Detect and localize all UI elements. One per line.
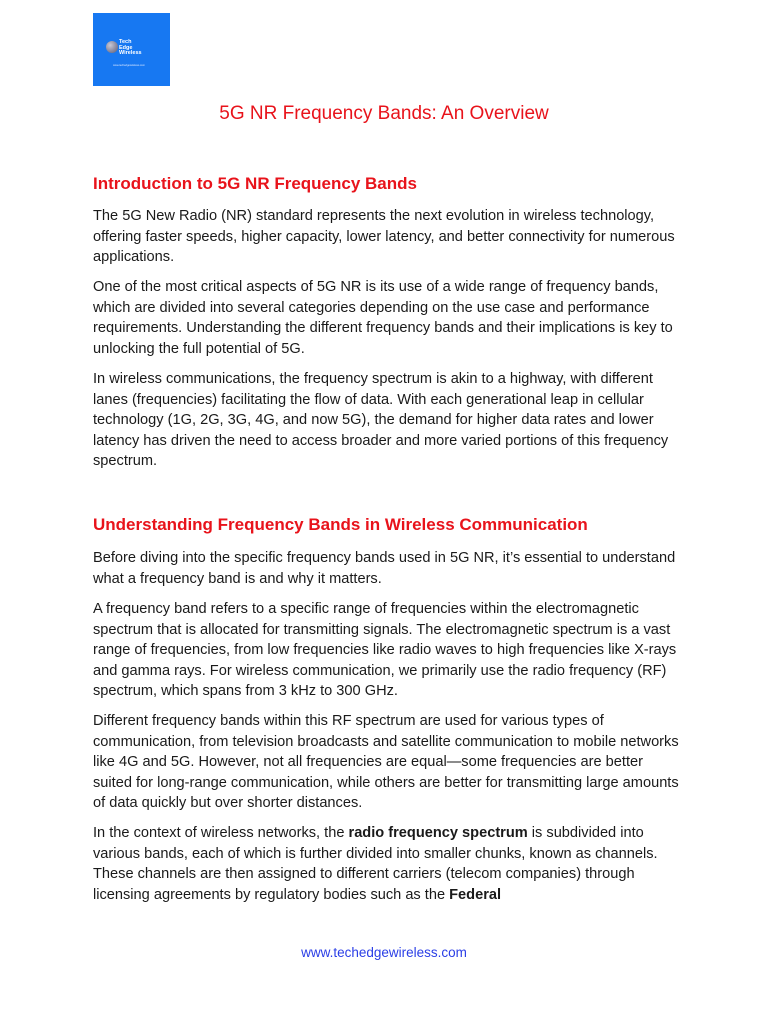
paragraph-text: In the context of wireless networks, the bbox=[93, 825, 349, 841]
paragraph: A frequency band refers to a specific range of frequencies within the electromagnetic spectrum that is allocated for transmitting signals. The electromagnetic spectrum is a vast range of frequencies, from low frequencies like radio waves to high frequencies like X-rays and gamma rays. For wireless communication, we primarily use the radio frequency (RF) spectrum, which spans from 3 kHz to 300 GHz. bbox=[93, 601, 677, 700]
paragraph: The 5G New Radio (NR) standard represents the next evolution in wireless technology, offering faster speeds, higher capacity, lower latency, and better connectivity for numerous applications. bbox=[93, 208, 675, 266]
paragraph: Before diving into the specific frequency bands used in 5G NR, it’s essential to understand what a frequency band is and why it matters. bbox=[93, 550, 676, 587]
section-heading-understanding-bands: Understanding Frequency Bands in Wireless Communication bbox=[93, 515, 588, 534]
brand-logo bbox=[93, 13, 170, 86]
document-title: 5G NR Frequency Bands: An Overview bbox=[219, 103, 549, 124]
paragraph: Different frequency bands within this RF spectrum are used for various types of communication, from television broadcasts and satellite communication to mobile networks like 4G and 5G. However, not all frequencies are equal—some frequencies are better suited for long-range communication, while others are better for transmitting large amounts of data quickly but over shorter distances. bbox=[93, 713, 679, 812]
paragraph: In wireless communications, the frequency spectrum is akin to a highway, with different lanes (frequencies) facilitating the flow of data. With each generational leap in cellular technology (1G, 2G, 3G, 4G, and now 5G), the demand for higher data rates and lower latency has driven the need to access broader and more varied portions of this frequency spectrum. bbox=[93, 371, 669, 470]
paragraph bbox=[93, 823, 683, 905]
logo-url-text: www.techedgewireless.com bbox=[113, 64, 145, 67]
bold-term-radio-frequency-spectrum: radio frequency spectrum bbox=[348, 825, 528, 841]
paragraph: One of the most critical aspects of 5G NR is its use of a wide range of frequency bands, which are divided into several categories depending on the use case and performance requirements. Understanding the different frequency bands and their implications is key to unlocking the full potential of 5G. bbox=[93, 279, 673, 357]
bold-term-federal: Federal bbox=[449, 886, 502, 903]
paragraph-text: is subdivided into various bands, each of which is further divided into smaller chunks, known as channels. These channels are then assigned to different carriers (telecom companies) through licensing agreements by regulatory bodies such as the bbox=[93, 825, 658, 903]
globe-icon bbox=[106, 41, 118, 53]
logo-wordmark: Tech Edge Wireless bbox=[119, 39, 142, 57]
section-heading-introduction: Introduction to 5G NR Frequency Bands bbox=[93, 174, 417, 193]
footer-website-link[interactable]: www.techedgewireless.com bbox=[301, 945, 467, 960]
